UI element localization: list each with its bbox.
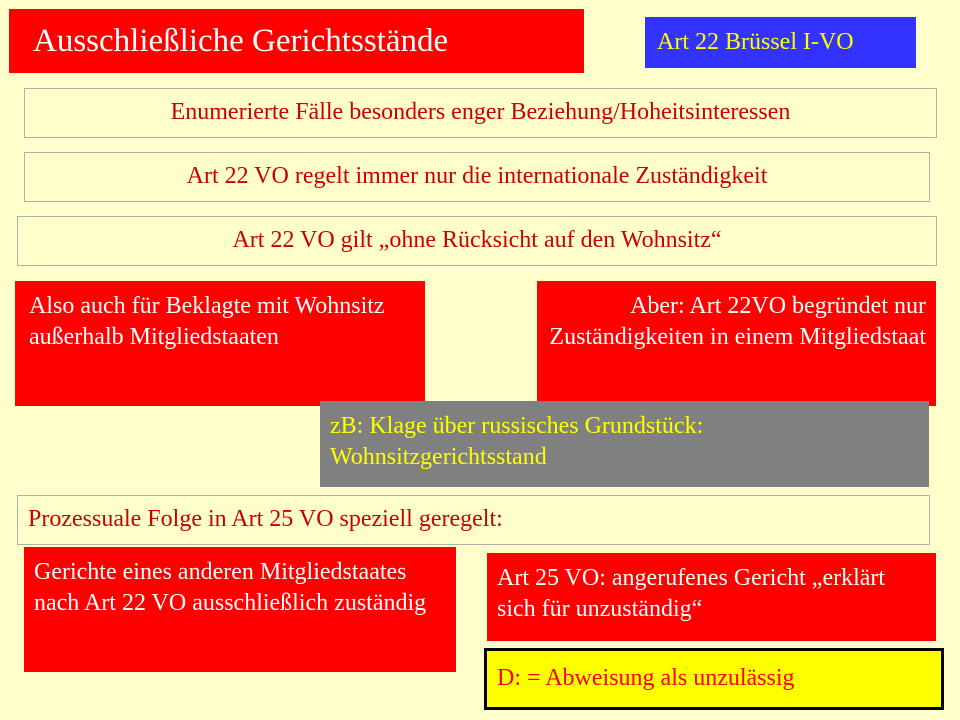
note-only-member-state: Aber: Art 22VO begründet nur Zuständigkeiten in einem Mitgliedstaat [537, 281, 936, 406]
banner-regardless-of-domicile: Art 22 VO gilt „ohne Rücksicht auf den Wohnsitz“ [17, 216, 937, 266]
banner-international-jurisdiction: Art 22 VO regelt immer nur die internationale Zuständigkeit [24, 152, 930, 202]
reference-label: Art 22 Brüssel I-VO [645, 17, 916, 68]
note-other-member-state-courts: Gerichte eines anderen Mitgliedstaates nach Art 22 VO ausschließlich zuständig [24, 547, 456, 672]
note-defendants-outside: Also auch für Beklagte mit Wohnsitz außerhalb Mitgliedstaaten [15, 281, 425, 406]
example-box: zB: Klage über russisches Grundstück: Wohnsitzgerichtsstand [320, 401, 929, 487]
banner-enumerated-cases: Enumerierte Fälle besonders enger Beziehung/Hoheitsinteressen [24, 88, 937, 138]
banner-procedural-consequence: Prozessuale Folge in Art 25 VO speziell geregelt: [17, 495, 930, 545]
note-art25: Art 25 VO: angerufenes Gericht „erklärt sich für unzuständig“ [487, 553, 936, 641]
slide-title: Ausschließliche Gerichtsstände [9, 9, 584, 73]
result-box: D: = Abweisung als unzulässig [484, 648, 944, 710]
